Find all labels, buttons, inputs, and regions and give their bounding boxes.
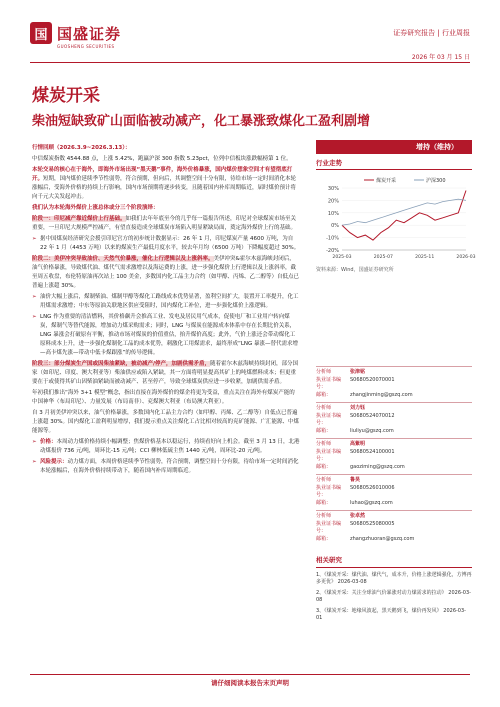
analyst-field-label: 邮箱： [316, 499, 332, 506]
header-divider [30, 62, 470, 63]
report-date: 2026 年 03 月 15 日 [411, 54, 470, 61]
analyst-email-row[interactable] [316, 428, 472, 436]
analyst-field-label: 邮箱： [316, 535, 332, 542]
analyst-field-value: 鲁昊 [350, 477, 361, 483]
analyst-cert-row [316, 485, 472, 500]
price-bullet [32, 438, 300, 456]
bullet-icon: ➢ [32, 439, 37, 445]
outlook-bullet-text [40, 458, 300, 476]
bullet-icon: ➢ [32, 314, 37, 320]
analyst-field-label: 邮箱： [316, 463, 332, 470]
analyst-field-value: S0680524070012 [350, 412, 395, 419]
analyst-field-label: 执业证书编号： [316, 484, 342, 498]
related-heading: 相关研究 [316, 557, 472, 568]
stage-3 [32, 360, 300, 387]
period-heading: 行情回顾（2026.3.9~2026.3.13）： [32, 145, 131, 151]
related-item[interactable]: 2、《煤炭开采：关注全球油气价暴涨对动力煤需求的拉动》 2026-03-08 [316, 589, 471, 603]
analyst-field-value[interactable]: zhangjinming@gszq.com [350, 391, 413, 398]
analyst-cert-row [316, 521, 472, 536]
analyst-name-row [316, 513, 472, 521]
logo-mark: 国 [30, 22, 52, 44]
chart-source: 资料来源：Wind，国盛证券研究所 [316, 267, 394, 273]
analyst-field-label: 分析师 [316, 369, 332, 375]
model-paragraph: 年初我们推出“海外 3+1 模型”概念，指出直接在海外煤价的煤企将更为受益，重点关注在海外有煤炭产能的中国神华（布局印尼）、力量发展（布局南非）、兖煤澳大利亚（布局澳大利亚）。 [32, 390, 295, 405]
analyst-name-row [316, 441, 472, 449]
stage-2-body: 美伊冲突&霍尔木兹海峡封闭后，油气价格暴涨，导致煤代油、煤代气需求激增以及海运费的上涨，进一步强化煤价上行逻辑以及上涨斜率，截至周五收盘，布伦特原油再次站上 100 美金，多数国内化工品主力合约（如甲醇、丙烯、乙二醇等）自低点已普遍上涨超 30%。 [32, 256, 299, 289]
industry-name: 煤炭开采 [32, 86, 100, 106]
stage-1-body: 如我们去年年底至今的几乎每一篇报告所述，印尼对全球煤炭市场至关重要，一旦印尼大规模严控减产，有望直接造成全球煤炭市场陷入明显紧缺局面，奠定海外煤价上行的基础。 [32, 216, 297, 231]
analyst-card [316, 510, 472, 543]
rating-badge: 增持（维持） [316, 140, 472, 154]
analyst-field-label: 执业证书编号： [316, 412, 342, 426]
logo-subtitle: GUOSHENG SECURITIES [57, 44, 115, 49]
core-view-body: 短期，国内煤价延续季节性弱势，符合预期，但向后，其调整空间十分有限，待给市场一定时间消化本轮涨幅后，受海外价格的持续上行影响，国内市场预期将逐步转变，且随着国内补库周期临近，届时煤价预计将向千元大关发起冲击。 [32, 176, 297, 200]
related-list [316, 572, 472, 623]
price-label: 价格： [40, 439, 57, 445]
core-view [32, 166, 300, 202]
x-tick-label: 2025-07 [373, 255, 393, 260]
analyst-email-row[interactable] [316, 392, 472, 400]
analyst-field-value: 刘力钰 [350, 405, 366, 411]
y-tick-label: 30% [327, 186, 339, 192]
stage-1-head: 阶段一：印尼减产靠近煤价上行基础。 [32, 216, 126, 222]
price-text: 本周动力煤价格持续小幅调整；焦煤价格基本以稳运行，持续看好向上机会。截至 3 月 13 日，北港动煤报价 736 元/吨，周环比-15 元/吨；CCI 柳林低硫主焦 1440 元/吨，周环比-20 元/吨。 [40, 439, 300, 454]
analyst-name-row [316, 369, 472, 377]
company-logo [30, 22, 121, 44]
stage-2-bullet-2-text: LNG 作为重要的清洁燃料，其价格飙升会推高工业、发电及居民用气成本，促使电厂和工业用户转向煤炭，煤制气等替代能源，增加动力煤采购需求；同时，LNG 与煤炭在能源成本体系中存在长期比价关系，LNG 暴涨会打破原有平衡，推动市场对煤炭的价值重估，抬升煤价高度；此外，气价上涨还会带动煤化工原料成本上升，进一步强化煤制化工品的成本优势，刺激化工用煤需求，最终形成“LNG 暴涨—替代需求增—高卡煤先涨—带动中低卡煤跟涨”的传导逻辑。 [40, 314, 299, 356]
analyst-name-row [316, 405, 472, 413]
sidebar [316, 158, 476, 273]
legend-label: 沪深300 [426, 178, 446, 184]
outlook-text: 动力煤方面，本周价格延续季节性弱势，符合预期，调整空间十分有限，待给市场一定时间消化本轮涨幅后，在海外价格持续带动下，随着国内补库周期临近。 [40, 459, 299, 474]
footer-divider [30, 674, 470, 675]
x-tick-label: 2025-03 [332, 255, 352, 260]
analyst-cert-row [316, 377, 472, 392]
bullet-icon: ➢ [32, 236, 37, 242]
stage-2-bullet-2 [32, 313, 300, 358]
analyst-name-row [316, 477, 472, 485]
outlook-bullet [32, 458, 300, 476]
stage-1 [32, 215, 300, 233]
analyst-field-value[interactable]: liuliyu@gszq.com [350, 427, 394, 434]
trend-heading: 行业走势 [316, 158, 472, 170]
analyst-list [316, 366, 472, 546]
analyst-field-value: S0680526010006 [350, 484, 395, 491]
bullet-icon: ➢ [32, 459, 37, 465]
related-research [316, 557, 472, 626]
analyst-field-value: S0680520070001 [350, 376, 395, 383]
stage-2-bullet-1-text: 油价大幅上涨后，煤制柴油、煤制甲醇等煤化工路线成本优势显著，盈利空间扩大，装置开工率提升，化工用煤需求激增；中东等原油关联地区供应受阻时，国内煤化工补位，进一步强化煤价上涨逻辑。 [40, 294, 299, 309]
series-line-coal [342, 191, 466, 241]
analyst-field-value: 高紫明 [350, 441, 366, 447]
analyst-field-label: 分析师 [316, 513, 332, 519]
trend-chart [316, 174, 476, 264]
analyst-email-row[interactable] [316, 464, 472, 472]
stage-3-head: 阶段三：部分煤炭生产国或因柴油紧缺，被动减产/停产，加剧供需矛盾， [32, 361, 211, 367]
analyst-email-row[interactable] [316, 536, 472, 544]
price-bullet-text [40, 438, 300, 456]
analyst-field-value: S0680525080005 [350, 520, 395, 527]
analyst-field-value[interactable]: luhao@gszq.com [350, 499, 393, 506]
market-review: 中信煤炭指数 4544.88 点，上涨 5.42%，跑赢沪深 300 指数 5.23pct，位列中信板块涨跌幅榜第 1 位。 [32, 156, 292, 162]
doc-type: 证券研究报告 | 行业周报 [393, 29, 470, 37]
series-line-csi300 [342, 199, 466, 225]
y-tick-label: -20% [326, 248, 339, 254]
analyst-email-row[interactable] [316, 500, 472, 508]
analyst-cert-row [316, 413, 472, 428]
chemical-paragraph: 自 3 月初美伊冲突以来，油气价格暴涨，多数国内化工品主力合约（如甲醇、丙烯、乙二醇等）自低点已普遍上涨超 30%。国内煤化工盈利明显增厚，我们提示重点关注煤化工占比相对较高的兖矿能源、广汇能源、中煤能源等。 [32, 410, 299, 434]
report-title: 柴油短缺致矿山面临被动减产，化工暴涨致煤化工盈利剧增 [32, 114, 371, 129]
legend-label: 煤炭开采 [376, 178, 397, 184]
analyst-field-label: 执业证书编号： [316, 520, 342, 534]
analyst-field-label: 分析师 [316, 405, 332, 411]
analyst-field-label: 分析师 [316, 477, 332, 483]
analyst-field-label: 分析师 [316, 441, 332, 447]
outlook-label: 风险提示： [40, 459, 68, 465]
related-item[interactable]: 3、《煤炭开采：地缘风波起，黑天鹅到飞，煤价再发风》 2026-03-01 [316, 607, 466, 621]
y-tick-label: 20% [327, 198, 339, 205]
y-tick-label: -10% [326, 235, 339, 242]
footer-disclaimer: 请仔细阅读本报告末页声明 [211, 679, 289, 687]
analyst-cert-row [316, 449, 472, 464]
analyst-field-value[interactable]: zhangzhuoran@gszq.com [350, 535, 415, 542]
main-body [32, 144, 300, 478]
stages-intro: 我们认为本轮海外煤价上涨总体或分三个阶段演绎： [32, 205, 159, 211]
analyst-field-label: 执业证书编号： [316, 376, 342, 390]
stage-1-bullet-text: 据中国煤炭经济研究会援引印尼官方的初步统计数据显示：26 年 1 月，印尼煤炭产量 4600 万吨，为自 22 年 1 月（4453 万吨）以来的煤炭生产最低月度水平，较去年月均（6500 万吨）下降幅度超过 30%。 [40, 236, 300, 251]
stage-3-body: 随着霍尔木兹海峡持续封闭，部分国家（如印尼、印度、澳大利亚等）柴油供应或陷入紧缺，其一方面将明显提高其矿上的吨煤燃料成本；但更重要在于或使得其矿山因柴油紧缺而被动减产、甚至停产，导致全球煤炭供应进一步收紧，加剧供需矛盾。 [32, 361, 299, 385]
analyst-field-label: 邮箱： [316, 391, 332, 398]
analyst-field-value: 张津铭 [350, 369, 366, 375]
logo-text: 国盛证券 [57, 24, 122, 43]
related-item[interactable]: 1、《煤炭开采：煤代油、煤代气，成本升，价格上涨逻辑强化，方博再多更优》 2026-03-08 [316, 571, 472, 585]
analyst-field-value: S0680524100001 [350, 448, 395, 455]
analyst-field-label: 执业证书编号： [316, 448, 342, 462]
trend-chart-svg [316, 174, 476, 264]
analyst-card [316, 402, 472, 435]
stage-1-bullet [32, 235, 300, 253]
analyst-card [316, 438, 472, 471]
stage-2-head: 阶段二：美伊冲突导致油价、天然气价暴涨，催化上行逻辑以及上涨斜率。 [32, 256, 214, 262]
x-tick-label: 2026-03 [456, 255, 476, 260]
analyst-card [316, 366, 472, 399]
analyst-field-value: 张卓然 [350, 513, 366, 519]
x-tick-label: 2025-11 [415, 255, 435, 260]
analyst-field-label: 邮箱： [316, 427, 332, 434]
stage-2 [32, 255, 300, 291]
analyst-card [316, 474, 472, 507]
analyst-field-value[interactable]: gaoziming@gszq.com [350, 463, 405, 470]
page-header [30, 22, 470, 62]
y-tick-label: 0% [331, 223, 339, 230]
bullet-icon: ➢ [32, 294, 37, 300]
core-view-head: 本轮交易的核心在于海外，即海外市场出现“黑天鹅”事件，海外价格暴涨，国内煤价想象空间才有望彻底打开。 [32, 167, 293, 182]
stage-2-bullet-1 [32, 293, 300, 311]
y-tick-label: 10% [327, 210, 339, 217]
